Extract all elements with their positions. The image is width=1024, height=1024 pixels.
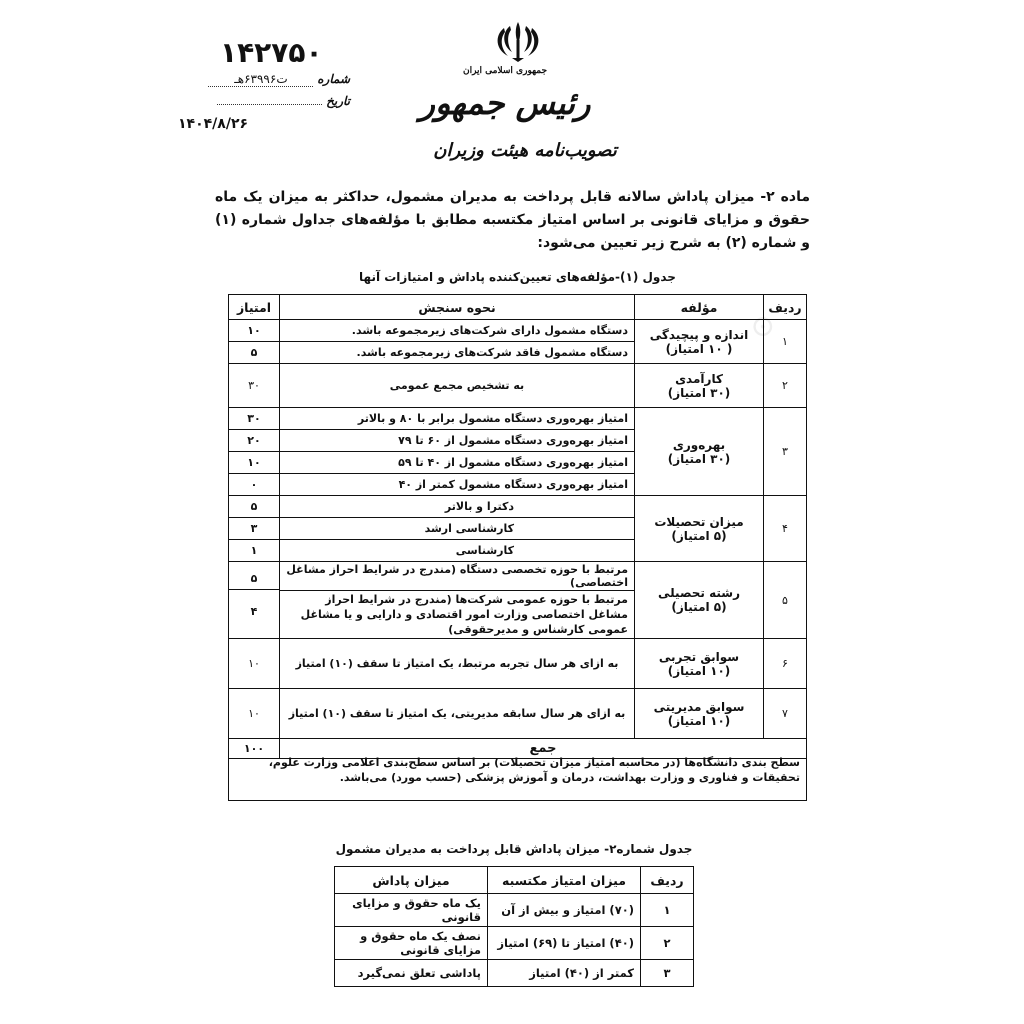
shomare-row [150, 72, 350, 87]
reward-amount: نصف یک ماه حقوق و مزایای قانونی [335, 927, 488, 960]
table2-caption: جدول شماره۲- میزان پاداش قابل پرداخت به مدیران مشمول [335, 842, 693, 856]
row-number: ۲ [641, 927, 694, 960]
criterion-text: دکترا و بالاتر [280, 496, 634, 518]
shomare-label: شماره [317, 72, 350, 86]
row-number: ۷ [764, 689, 807, 739]
component-name: بهره‌وری [672, 437, 726, 452]
tarikh-value: ۱۴۰۴/۸/۲۶ [178, 116, 249, 132]
criterion-text: به ازای هر سال سابقه مدیریتی، یک امتیاز تا سقف (۱۰) امتیاز [280, 689, 635, 739]
criteria-cell [280, 496, 635, 562]
table-row [229, 639, 807, 689]
component-cell [635, 408, 764, 496]
total-label: جمع [280, 739, 807, 759]
table-row [229, 364, 807, 408]
score-cell [229, 496, 280, 562]
component-cell [635, 689, 764, 739]
component-cap: (۱۰ امتیاز) [667, 663, 731, 678]
table-row [229, 689, 807, 739]
score-value: ۱۰ [229, 689, 280, 739]
th-emtiaz: امتیاز [229, 295, 280, 320]
score-value: ۳۰ [229, 408, 279, 430]
table-row [335, 960, 694, 987]
criterion-text: دستگاه مشمول فاقد شرکت‌های زیرمجموعه باشد. [356, 346, 628, 359]
score-value: ۳۰ [229, 364, 280, 408]
component-cell [635, 364, 764, 408]
th-nahve: نحوه سنجش [280, 295, 635, 320]
tarikh-row [150, 94, 350, 108]
score-cell [229, 562, 280, 639]
criteria-cell [280, 562, 635, 639]
letter-info [150, 36, 350, 136]
shomare-value: ت۶۳۹۹۶هـ [208, 72, 313, 87]
score-cell [229, 408, 280, 496]
table1-header-row [229, 295, 807, 320]
reward-amount: یک ماه حقوق و مزایای قانونی [335, 894, 488, 927]
cabinet-title: تصویب‌نامه هیئت وزیران [433, 140, 617, 161]
row-number: ۲ [764, 364, 807, 408]
criterion-text: به تشخیص مجمع عمومی [280, 364, 635, 408]
criterion-text: به ازای هر سال تجربه مرتبط، یک امتیاز تا سقف (۱۰) امتیاز [280, 639, 635, 689]
criterion-text: کارشناسی [455, 544, 514, 557]
stamp-watermark: ⊙ [743, 305, 783, 348]
component-name: کارآمدی [675, 371, 723, 386]
criteria-cell [280, 320, 635, 364]
row-number: ۵ [764, 562, 807, 639]
component-name: سوابق مدیریتی [653, 699, 745, 714]
th-padash: میزان پاداش [335, 867, 488, 894]
score-value: ۲۰ [229, 430, 279, 452]
th-moalefe: مؤلفه [635, 295, 764, 320]
row-number: ۳ [641, 960, 694, 987]
article-text: ماده ۲- میزان پاداش سالانه قابل پرداخت به مدیران مشمول، حداکثر به میزان یک ماه حقوق و مزایای قانونی بر اساس امتیاز مکتسبه مطابق با مؤلفه‌های جداول شماره (۱) و شماره (۲) به شرح زیر تعیین می‌شود: [215, 189, 811, 251]
criterion-text: دستگاه مشمول دارای شرکت‌های زیرمجموعه باشد. [280, 320, 634, 342]
component-cap: (۱۰ امتیاز) [667, 713, 731, 728]
score-range: (۷۰) امتیاز و بیش از آن [488, 894, 641, 927]
component-cap: (۵ امتیاز) [671, 528, 727, 543]
criteria-cell [280, 408, 635, 496]
row-number: ۳ [764, 408, 807, 496]
score-value: ۵ [229, 496, 279, 518]
th-emtiaz-maktasabe: میزان امتیاز مکتسبه [488, 867, 641, 894]
iran-emblem-icon [490, 18, 546, 64]
republic-text: جمهوری اسلامی ایران [462, 66, 548, 76]
component-cell [635, 496, 764, 562]
tarikh-label: تاریخ [326, 94, 350, 108]
row-number: ۱ [641, 894, 694, 927]
component-name: میزان تحصیلات [654, 514, 744, 529]
row-number: ۴ [764, 496, 807, 562]
score-value: ۵ [229, 568, 279, 590]
criterion-text: مرتبط با حوزه عمومی شرکت‌ها (مندرج در شرایط احراز مشاغل اختصاصی وزارت امور اقتصادی و دارایی و یا مشاغل عمومی کارشناس و مدیرحقوقی) [300, 593, 628, 636]
component-cap: (۳۰ امتیاز) [667, 385, 731, 400]
score-range: کمتر از (۴۰) امتیاز [488, 960, 641, 987]
criterion-text: امتیاز بهره‌وری دستگاه مشمول کمتر از ۴۰ [398, 478, 628, 491]
th-radif: ردیف [764, 295, 807, 320]
table1-body [229, 320, 807, 759]
component-cap: ( ۱۰ امتیاز) [665, 341, 733, 356]
criterion-text: امتیاز بهره‌وری دستگاه مشمول از ۶۰ تا ۷۹ [280, 430, 634, 452]
criterion-text: کارشناسی ارشد [280, 518, 634, 540]
table-row [229, 562, 807, 639]
component-name: اندازه و پیچیدگی [649, 327, 749, 342]
score-value: ۳ [229, 518, 279, 540]
criterion-text: امتیاز بهره‌وری دستگاه مشمول از ۴۰ تا ۵۹ [280, 452, 634, 474]
table2 [334, 866, 694, 987]
component-cell [635, 320, 764, 364]
score-value: ۱۰ [229, 452, 279, 474]
table-row [229, 408, 807, 496]
th-radif: ردیف [641, 867, 694, 894]
score-value: ۱ [250, 544, 258, 557]
criterion-text: امتیاز بهره‌وری دستگاه مشمول برابر با ۸۰ و بالاتر [280, 408, 634, 430]
score-range: (۴۰) امتیاز تا (۶۹) امتیاز [488, 927, 641, 960]
component-cap: (۳۰ امتیاز) [667, 451, 731, 466]
score-value: ۵ [250, 346, 258, 359]
reward-amount: پاداشی تعلق نمی‌گیرد [335, 960, 488, 987]
component-cap: (۵ امتیاز) [671, 600, 727, 614]
total-value: ۱۰۰ [229, 739, 280, 759]
table1 [228, 294, 807, 759]
component-cell [635, 562, 764, 639]
component-cell [635, 639, 764, 689]
score-value: ۱۰ [229, 320, 279, 342]
table-row [229, 496, 807, 562]
score-value: ۴ [250, 604, 258, 618]
component-name: سوابق تجربی [658, 649, 740, 664]
score-cell [229, 320, 280, 364]
table1-note: سطح بندی دانشگاه‌ها (در محاسبه امتیاز میزان تحصیلات) بر اساس سطح‌بندی اعلامی وزارت علوم، تحقیقات و فناوری و وزارت بهداشت، درمان و آموزش پزشکی (حسب مورد) می‌باشد. [228, 753, 807, 801]
president-title: رئیس جمهور [419, 84, 591, 122]
letter-number: ۱۴۲۷۵۰ [220, 36, 323, 69]
table-row [335, 927, 694, 960]
tarikh-dots [217, 104, 322, 105]
criterion-text: مرتبط با حوزه تخصصی دستگاه (مندرج در شرایط احراز مشاغل اختصاصی) [280, 562, 634, 591]
score-value: ۱۰ [229, 639, 280, 689]
table2-header-row [335, 867, 694, 894]
table-row [335, 894, 694, 927]
row-number: ۶ [764, 639, 807, 689]
table-row [229, 320, 807, 364]
row-number: ۱ [764, 320, 807, 364]
component-name: رشته تحصیلی [658, 586, 740, 600]
table1-caption: جدول (۱)-مؤلفه‌های تعیین‌کننده پاداش و امتیازات آنها [359, 270, 676, 284]
score-value: ۰ [250, 478, 258, 491]
